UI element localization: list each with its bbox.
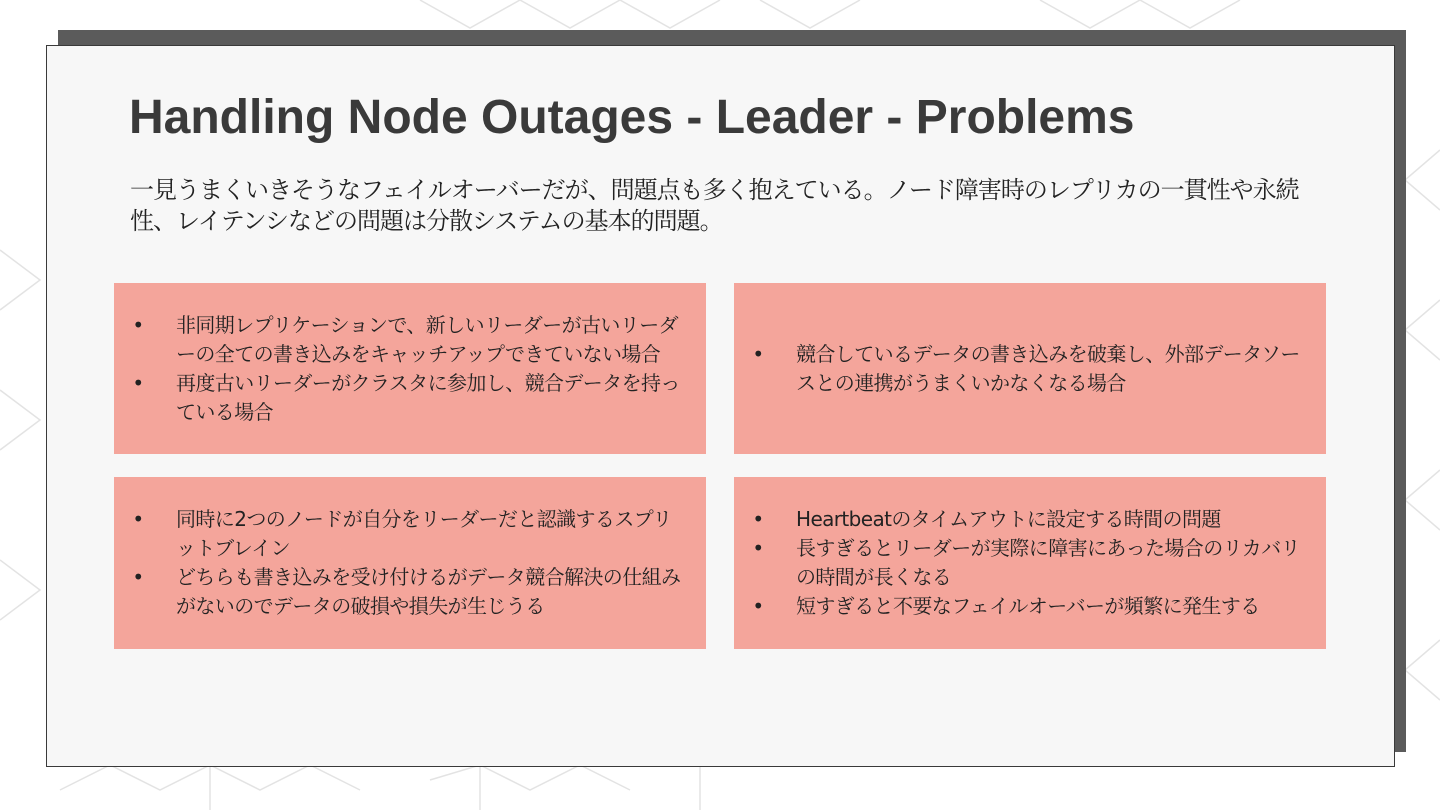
- problem-box-conflict-discard: [734, 283, 1326, 454]
- list-item: [128, 311, 688, 369]
- bullet-icon: •: [752, 507, 764, 531]
- list-item-text: 短すぎると不要なフェイルオーバーが頻繁に発生する: [796, 594, 1260, 618]
- problem-box-split-brain: [114, 477, 706, 649]
- list-item-text: 長すぎるとリーダーが実際に障害にあった場合のリカバリの時間が長くなる: [796, 536, 1300, 589]
- bullet-icon: •: [752, 536, 764, 560]
- list-item: [748, 534, 1308, 592]
- list-item-text: 競合しているデータの書き込みを破棄し、外部データソースとの連携がうまくいかなくなる場合: [796, 341, 1300, 395]
- bullet-icon: •: [132, 565, 144, 589]
- bullet-icon: •: [752, 594, 764, 618]
- bullet-icon: •: [132, 507, 144, 531]
- list-item: [748, 340, 1308, 398]
- bullet-icon: •: [132, 370, 144, 395]
- list-item-text: どちらも書き込みを受け付けるがデータ競合解決の仕組みがないのでデータの破損や損失が生じうる: [176, 565, 681, 618]
- list-item-text: 再度古いリーダーがクラスタに参加し、競合データを持っている場合: [176, 370, 680, 424]
- slide-card: [46, 45, 1395, 767]
- list-item-text: 非同期レプリケーションで、新しいリーダーが古いリーダーの全ての書き込みをキャッチアップできていない場合: [176, 312, 678, 366]
- bullet-list: [748, 340, 1308, 398]
- bullet-list: [128, 505, 688, 621]
- list-item-text: 同時に2つのノードが自分をリーダーだと認識するスプリットブレイン: [176, 507, 672, 560]
- slide-title: Handling Node Outages - Leader - Problems: [129, 91, 1135, 144]
- list-item: [748, 505, 1308, 534]
- list-item: [128, 369, 688, 427]
- list-item-text: Heartbeatのタイムアウトに設定する時間の問題: [796, 507, 1221, 531]
- list-item: [748, 592, 1308, 621]
- bullet-list: [748, 505, 1308, 621]
- bullet-list: [128, 311, 688, 427]
- slide-subtitle: 一見うまくいきそうなフェイルオーバーだが、問題点も多く抱えている。ノード障害時のレプリカの一貫性や永続性、レイテンシなどの問題は分散システムの基本的問題。: [130, 176, 1299, 235]
- list-item: [128, 505, 688, 563]
- bullet-icon: •: [132, 312, 144, 337]
- problem-box-heartbeat-timeout: [734, 477, 1326, 649]
- list-item: [128, 563, 688, 621]
- bullet-icon: •: [752, 341, 764, 366]
- problem-box-async-replication: [114, 283, 706, 454]
